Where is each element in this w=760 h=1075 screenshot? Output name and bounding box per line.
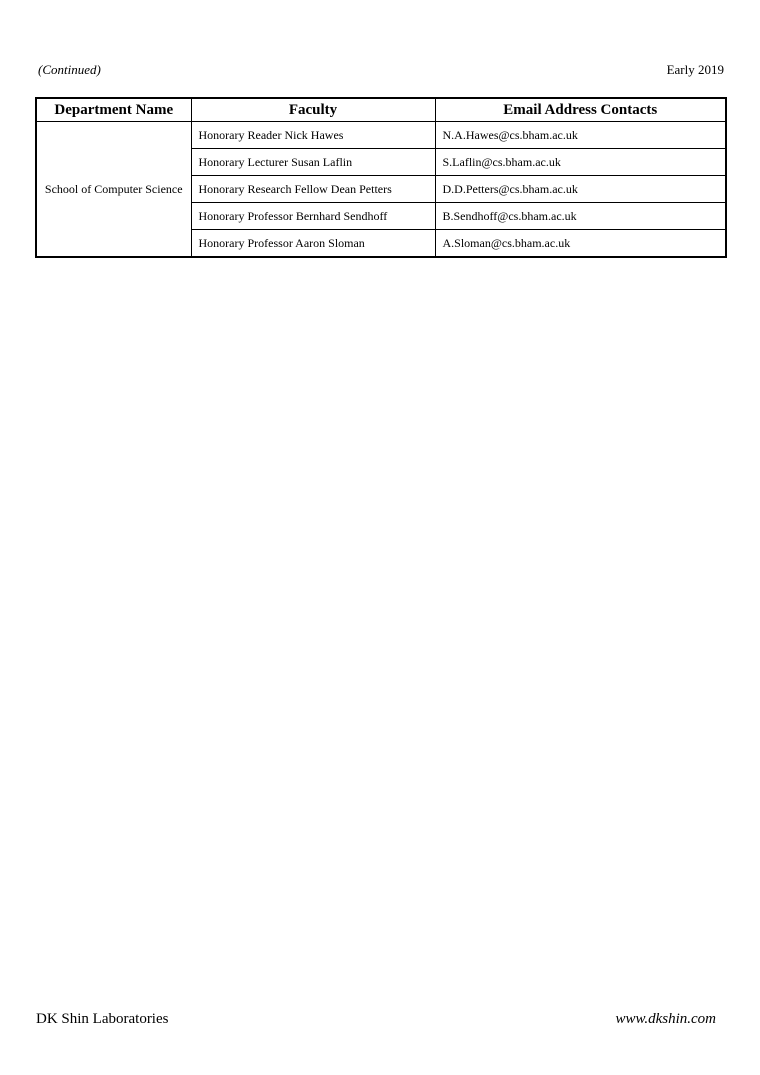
faculty-cell: Honorary Research Fellow Dean Petters <box>191 176 435 203</box>
column-header-department: Department Name <box>36 98 191 122</box>
column-header-faculty: Faculty <box>191 98 435 122</box>
date-label: Early 2019 <box>666 62 724 77</box>
table-row <box>36 122 726 149</box>
footer-website: www.dkshin.com <box>615 1011 716 1027</box>
faculty-cell: Honorary Reader Nick Hawes <box>191 122 435 149</box>
footer-organization: DK Shin Laboratories <box>36 1011 169 1027</box>
faculty-cell: Honorary Professor Bernhard Sendhoff <box>191 203 435 230</box>
table-header-row <box>36 98 726 122</box>
continued-label: (Continued) <box>38 62 101 77</box>
faculty-table <box>35 97 727 258</box>
email-cell: D.D.Petters@cs.bham.ac.uk <box>435 176 726 203</box>
department-cell: School of Computer Science <box>36 122 191 258</box>
email-cell: A.Sloman@cs.bham.ac.uk <box>435 230 726 258</box>
column-header-email: Email Address Contacts <box>435 98 726 122</box>
faculty-cell: Honorary Professor Aaron Sloman <box>191 230 435 258</box>
email-cell: B.Sendhoff@cs.bham.ac.uk <box>435 203 726 230</box>
faculty-cell: Honorary Lecturer Susan Laflin <box>191 149 435 176</box>
email-cell: S.Laflin@cs.bham.ac.uk <box>435 149 726 176</box>
email-cell: N.A.Hawes@cs.bham.ac.uk <box>435 122 726 149</box>
